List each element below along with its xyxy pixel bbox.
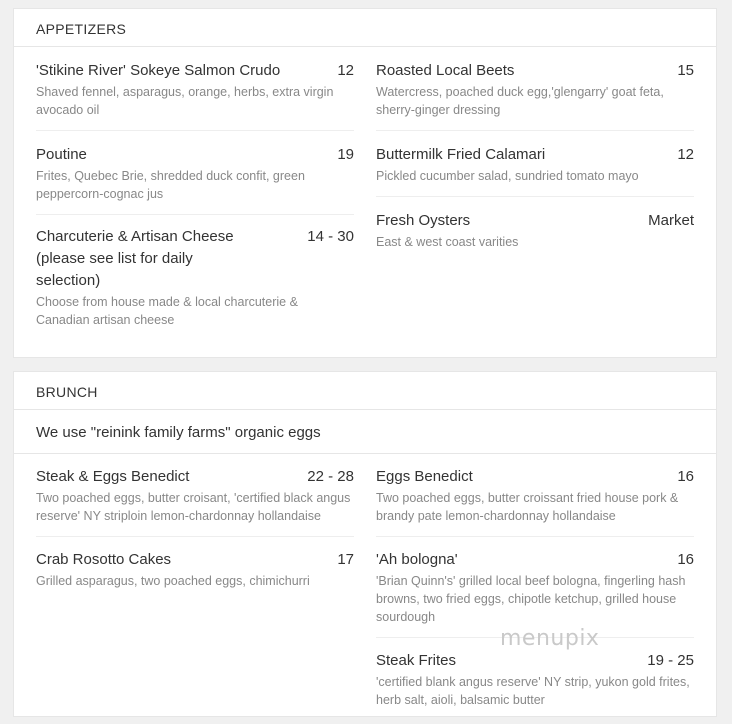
item-description: Choose from house made & local charcuterie & Canadian artisan cheese bbox=[36, 295, 298, 327]
item-price: 16 bbox=[677, 551, 694, 568]
item-name: Charcuterie & Artisan Cheese (please see list for daily selection) bbox=[36, 228, 234, 289]
item-description: Shaved fennel, asparagus, orange, herbs, extra virgin avocado oil bbox=[36, 85, 334, 117]
item-name: Steak Frites bbox=[376, 652, 457, 669]
item-price: 19 - 25 bbox=[647, 652, 694, 669]
menu-item bbox=[376, 454, 694, 537]
item-description: 'Brian Quinn's' grilled local beef bologna, fingerling hash browns, two fried eggs, chipotle ketchup, grilled house sourdough bbox=[376, 574, 686, 624]
menu-item bbox=[376, 131, 694, 197]
menu-item bbox=[36, 215, 354, 339]
item-description: East & west coast varities bbox=[376, 235, 519, 249]
item-name: Poutine bbox=[36, 146, 87, 163]
appetizers-section bbox=[13, 8, 717, 358]
item-price: 22 - 28 bbox=[307, 468, 354, 485]
item-price: 16 bbox=[677, 468, 694, 485]
menu-item bbox=[36, 454, 354, 537]
item-price: 19 bbox=[337, 146, 354, 163]
item-name: 'Stikine River' Sokeye Salmon Crudo bbox=[36, 62, 281, 79]
item-description: Watercress, poached duck egg,'glengarry' goat feta, sherry-ginger dressing bbox=[376, 85, 664, 117]
item-name: Steak & Eggs Benedict bbox=[36, 468, 190, 485]
item-description: 'certified blank angus reserve' NY strip, yukon gold frites, herb salt, aioli, balsamic butter bbox=[376, 675, 690, 707]
menu-item bbox=[36, 47, 354, 131]
menu-item bbox=[36, 537, 354, 601]
brunch-right-column bbox=[376, 454, 694, 717]
item-price: 14 - 30 bbox=[307, 228, 354, 245]
menu-item bbox=[376, 197, 694, 262]
brunch-heading: BRUNCH bbox=[14, 372, 716, 410]
item-name: 'Ah bologna' bbox=[376, 551, 458, 568]
brunch-left-column bbox=[36, 454, 354, 717]
item-description: Two poached eggs, butter croisant, 'certified black angus reserve' NY striploin lemon-chardonnay hollandaise bbox=[36, 491, 351, 523]
item-name: Buttermilk Fried Calamari bbox=[376, 146, 546, 163]
item-name: Eggs Benedict bbox=[376, 468, 473, 485]
item-price: 15 bbox=[677, 62, 694, 79]
item-price: 12 bbox=[337, 62, 354, 79]
brunch-note: We use "reinink family farms" organic eggs bbox=[14, 410, 716, 454]
item-description: Two poached eggs, butter croissant fried house pork & brandy pate lemon-chardonnay hollandaise bbox=[376, 491, 679, 523]
appetizers-left-column bbox=[36, 47, 354, 339]
item-description: Pickled cucumber salad, sundried tomato mayo bbox=[376, 169, 639, 183]
appetizers-heading: APPETIZERS bbox=[14, 9, 716, 47]
item-price: 17 bbox=[337, 551, 354, 568]
menu-item bbox=[376, 537, 694, 638]
item-description: Grilled asparagus, two poached eggs, chimichurri bbox=[36, 574, 310, 588]
menu-item bbox=[36, 131, 354, 215]
item-name: Roasted Local Beets bbox=[376, 62, 515, 79]
menu-item bbox=[376, 47, 694, 131]
item-price: Market bbox=[648, 212, 694, 229]
appetizers-right-column bbox=[376, 47, 694, 339]
item-name: Crab Rosotto Cakes bbox=[36, 551, 172, 568]
brunch-section bbox=[13, 371, 717, 717]
item-price: 12 bbox=[677, 146, 694, 163]
item-name: Fresh Oysters bbox=[376, 212, 471, 229]
item-description: Frites, Quebec Brie, shredded duck confit, green peppercorn-cognac jus bbox=[36, 169, 305, 201]
menupix-watermark: menupix bbox=[500, 626, 600, 651]
